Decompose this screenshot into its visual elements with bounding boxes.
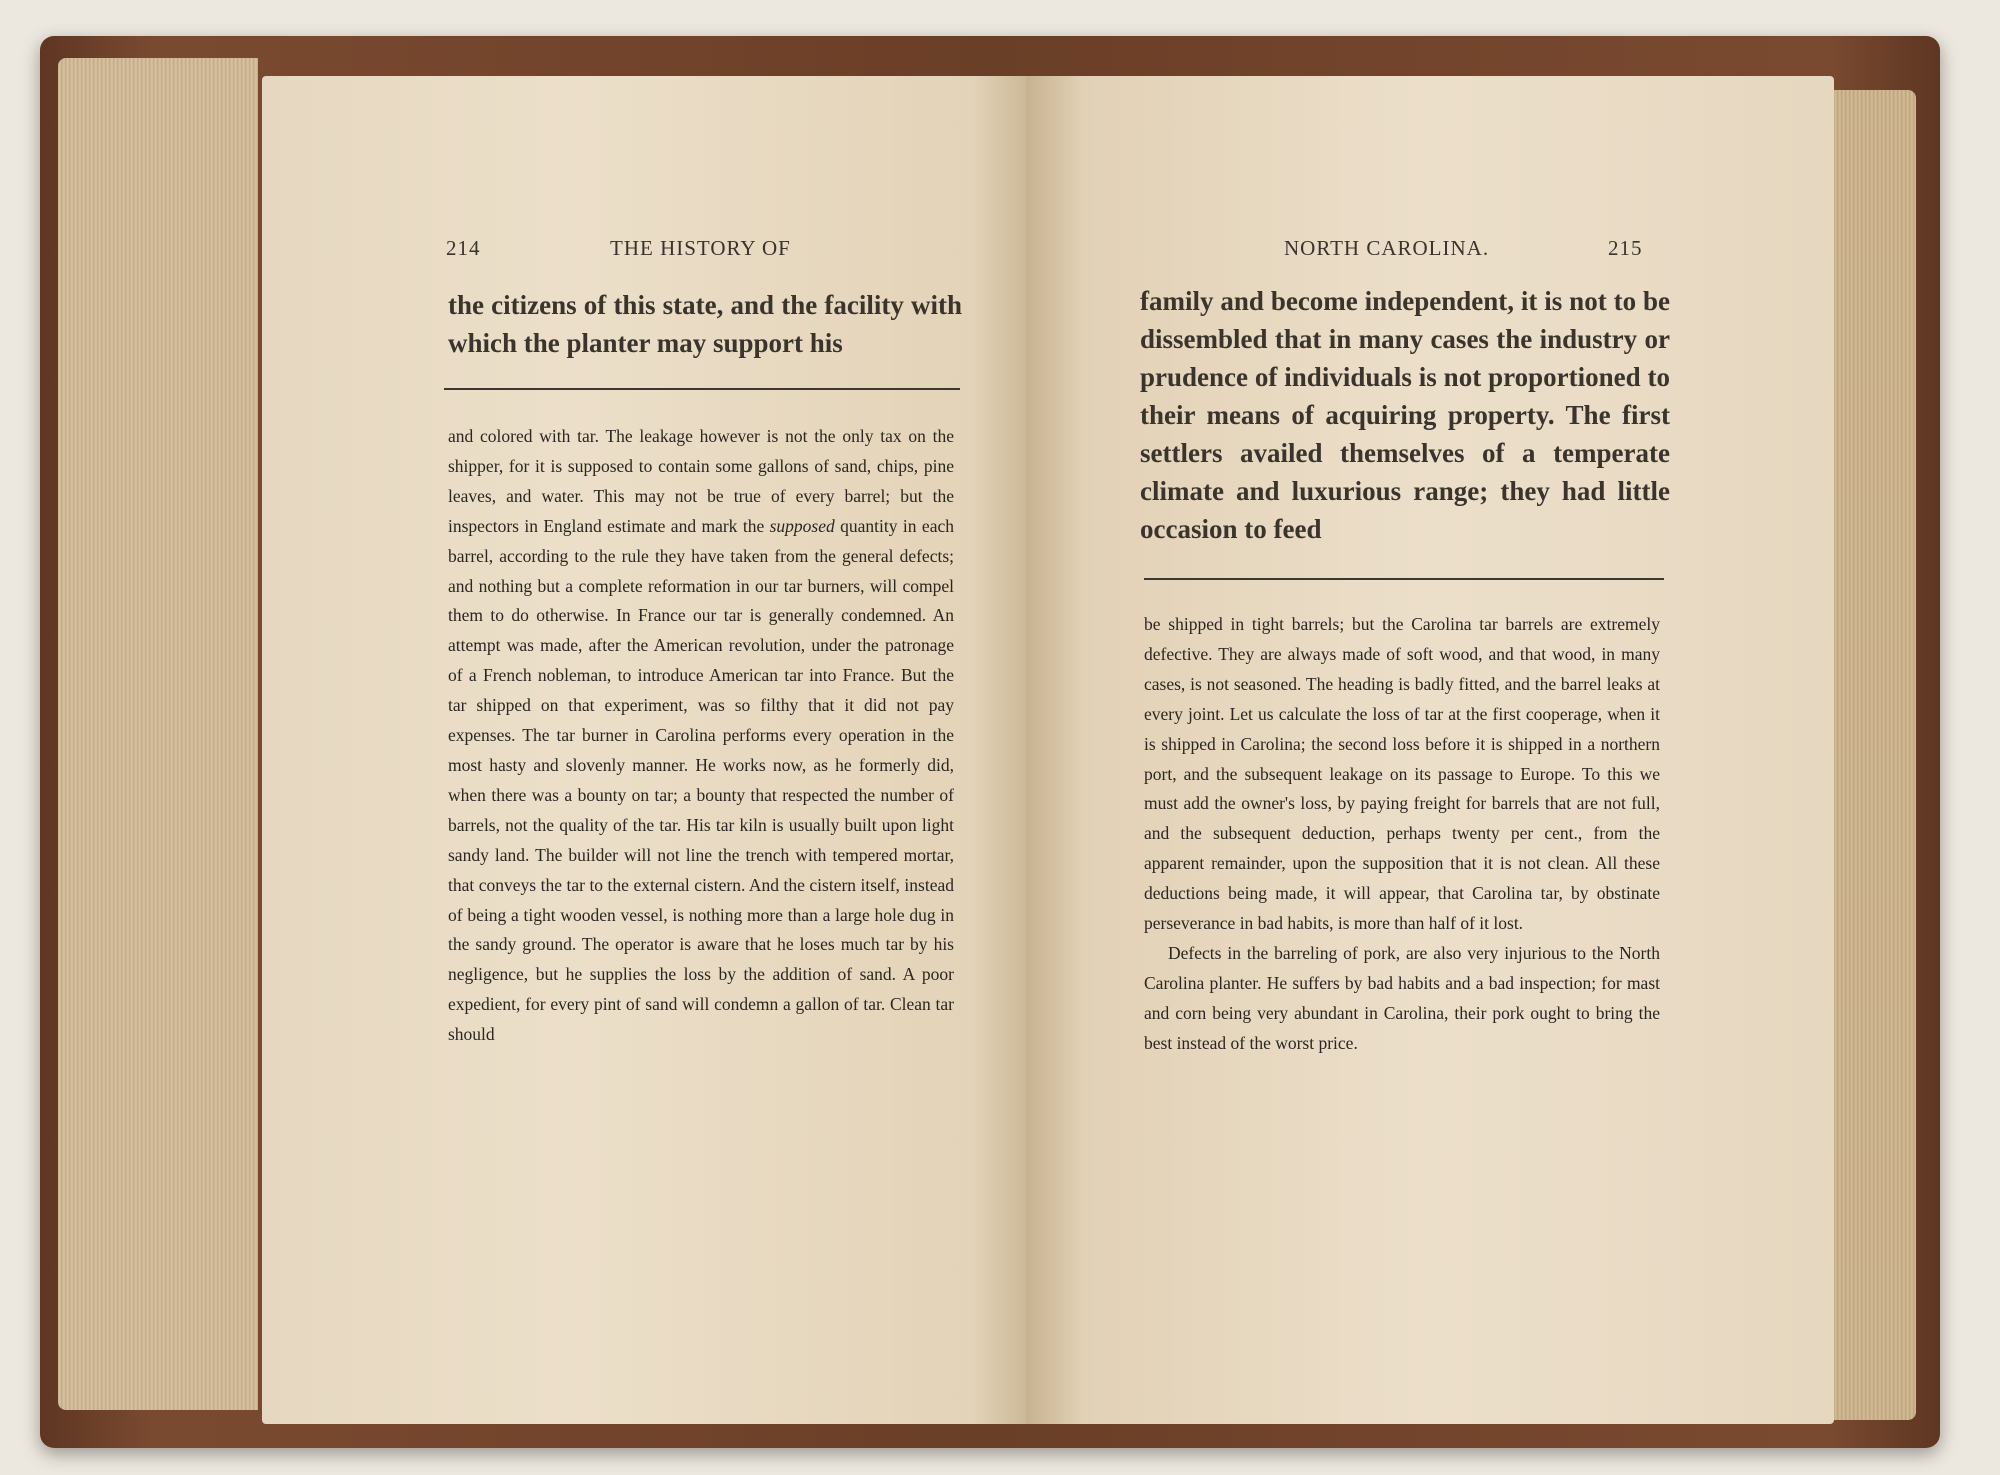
footnote-text: and colored with tar. The leakage however is not the only tax on the shipper, for it is supposed to contain some gallons of sand, chips, pine leaves, and water. This may not be true of every barrel; but the inspectors in England estimate and mark the bbox=[448, 426, 954, 536]
footnote-rule bbox=[1144, 578, 1664, 580]
left-page bbox=[262, 76, 1034, 1424]
page-number: 214 bbox=[446, 236, 481, 260]
footnote-rule bbox=[444, 388, 960, 390]
footnote bbox=[1144, 610, 1660, 1059]
main-text: family and become independent, it is not to be dissembled that in many cases the industry or prudence of individuals is not proportioned to their means of acquiring property. The first settlers availed themselves of a temperate climate and luxurious range; they had little occasion to feed bbox=[1140, 286, 1670, 544]
footnote-italic-text: supposed bbox=[769, 515, 835, 536]
page-edges-left bbox=[58, 58, 258, 1410]
running-head: THE HISTORY OF bbox=[610, 236, 791, 260]
right-page bbox=[1026, 76, 1834, 1424]
running-head: NORTH CAROLINA. bbox=[1284, 236, 1490, 260]
footnote-paragraph: Defects in the barreling of pork, are also very injurious to the North Carolina planter. He suffers by bad habits and a bad inspection; for mast and corn being very abundant in Carolina, their pork ought to bring the best instead of the worst price. bbox=[1144, 942, 1660, 1053]
footnote bbox=[448, 422, 954, 1050]
page-edges-right bbox=[1826, 90, 1916, 1420]
page-number: 215 bbox=[1608, 236, 1643, 260]
main-text: the citizens of this state, and the facility with which the planter may support his bbox=[448, 290, 962, 358]
footnote-text: quantity in each barrel, according to the rule they have taken from the general defects; and nothing but a complete reformation in our tar burners, will compel them to do otherwise. In France our tar is generally condemned. An attempt was made, after the American revolution, under the patronage of a French nobleman, to introduce American tar into France. But the tar shipped on that experiment, was so filthy that it did not pay expenses. The tar burner in Carolina performs every operation in the most hasty and slovenly manner. He works now, as he formerly did, when there was a bounty on tar; a bounty that respected the number of barrels, not the quality of the tar. His tar kiln is usually built upon light sandy land. The builder will not line the trench with tempered mortar, that conveys the tar to the external cistern. And the cistern itself, instead of being a tight wooden vessel, is nothing more than a large hole dug in the sandy ground. The operator is aware that he loses much tar by his negligence, but he supplies the loss by the addition of sand. A poor expedient, for every pint of sand will condemn a gallon of tar. Clean tar should bbox=[448, 515, 954, 1045]
footnote-paragraph bbox=[448, 422, 954, 1050]
footnote-paragraph: be shipped in tight barrels; but the Carolina tar barrels are extremely defective. They are always made of soft wood, and that wood, in many cases, is not seasoned. The heading is badly fitted, and the barrel leaks at every joint. Let us calculate the loss of tar at the first cooperage, when it is shipped in Carolina; the second loss before it is shipped in a northern port, and the subsequent leakage on its passage to Europe. To this we must add the owner's loss, by paying freight for barrels that are not full, and the subsequent deduction, perhaps twenty per cent., from the apparent remainder, upon the supposition that it is not clean. All these deductions being made, it will appear, that Carolina tar, by obstinate perseverance in bad habits, is more than half of it lost. bbox=[1144, 614, 1660, 934]
